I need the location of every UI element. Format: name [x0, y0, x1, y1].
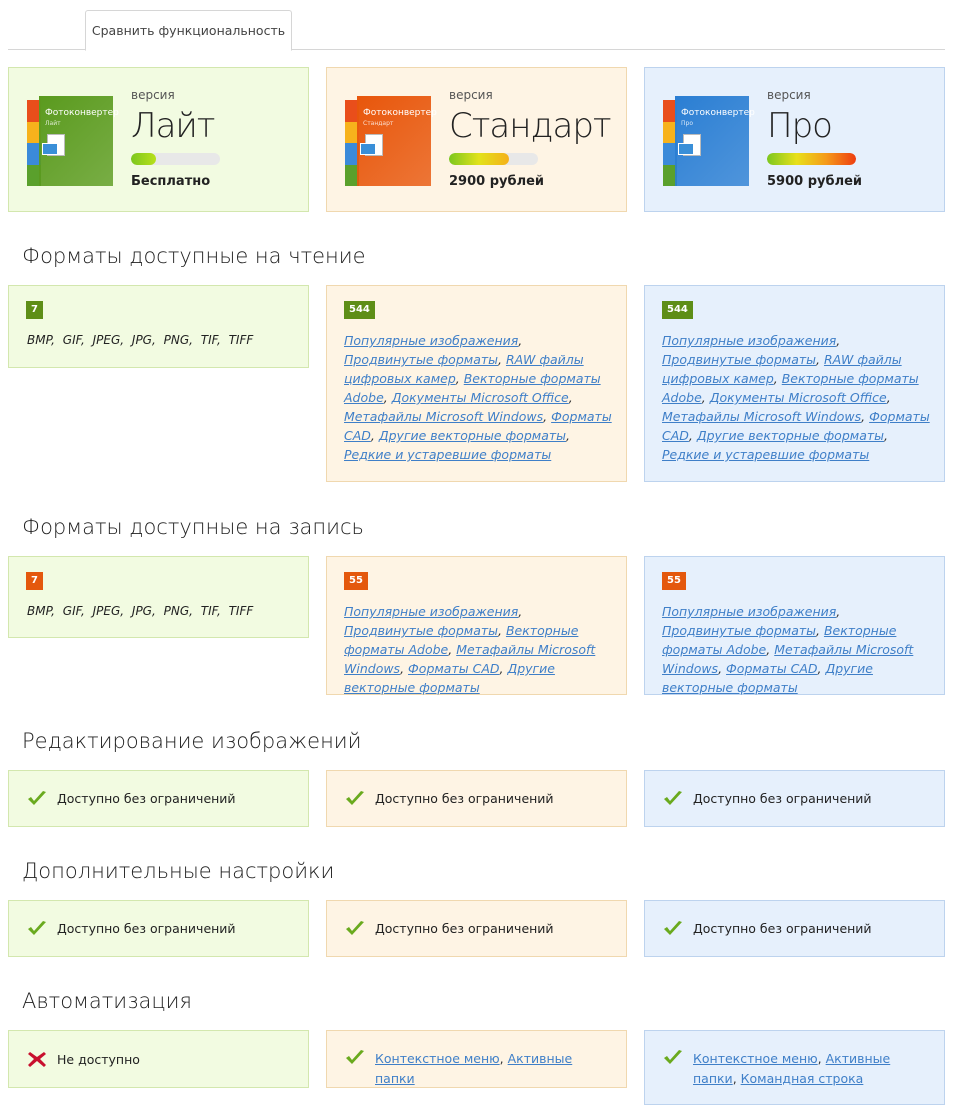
- section-title-write-formats: Форматы доступные на запись: [22, 515, 364, 539]
- automation-links: Контекстное меню, Активные папки: [375, 1051, 573, 1086]
- feature-status: Не доступно: [57, 1051, 140, 1067]
- checkmark-icon: [344, 920, 366, 938]
- feature-status: Доступно без ограничений: [57, 791, 236, 806]
- version-label: версия: [449, 88, 493, 102]
- tab-compare-features[interactable]: Сравнить функциональность: [85, 10, 292, 51]
- edition-name: Стандарт: [449, 106, 611, 146]
- version-label: версия: [131, 88, 175, 102]
- format-link[interactable]: Векторные форматы Adobe: [344, 623, 579, 657]
- automation-lite: [8, 1030, 309, 1088]
- format-links: Популярные изображения, Продвинутые форматы, Векторные форматы Adobe, Метафайлы Microsoft Windows, Форматы CAD, Другие векторные форматы: [344, 604, 596, 695]
- format-link[interactable]: Редкие и устаревшие форматы: [662, 447, 870, 462]
- additional-settings-standard: [326, 900, 627, 957]
- format-link[interactable]: Популярные изображения: [662, 333, 837, 348]
- format-link[interactable]: Форматы CAD: [408, 661, 500, 676]
- checkmark-icon: [26, 790, 48, 808]
- version-label: версия: [767, 88, 811, 102]
- format-links: Популярные изображения, Продвинутые форматы, RAW файлы цифровых камер, Векторные форматы Adobe, Документы Microsoft Office, Метафайлы Microsoft Windows, Форматы CAD, Другие векторные форматы, Редкие и устаревшие форматы: [344, 333, 612, 462]
- checkmark-icon: [26, 920, 48, 938]
- feature-status: Доступно без ограничений: [693, 921, 872, 936]
- checkmark-icon: [344, 1049, 366, 1067]
- checkmark-icon: [344, 790, 366, 808]
- checkmark-icon: [662, 920, 684, 938]
- format-link[interactable]: Документы Microsoft Office: [391, 390, 569, 405]
- checkmark-icon: [662, 1049, 684, 1067]
- format-link[interactable]: Метафайлы Microsoft Windows: [662, 409, 862, 424]
- edition-price: 5900 рублей: [767, 174, 863, 189]
- edition-level-meter: [767, 153, 856, 165]
- format-link[interactable]: Другие векторные форматы: [696, 428, 884, 443]
- edition-name: Про: [767, 106, 832, 146]
- format-link[interactable]: Другие векторные форматы: [378, 428, 566, 443]
- read-formats-pro: [644, 285, 945, 482]
- format-link[interactable]: RAW файлы цифровых камер: [662, 352, 902, 386]
- format-link[interactable]: Популярные изображения: [344, 604, 519, 619]
- additional-settings-lite: [8, 900, 309, 957]
- format-link[interactable]: Векторные форматы Adobe: [344, 371, 601, 405]
- box-title: Фотоконвертер: [363, 108, 437, 118]
- format-link[interactable]: Популярные изображения: [344, 333, 519, 348]
- tab-bar: [8, 0, 945, 50]
- read-formats-standard: [326, 285, 627, 482]
- edition-price: 2900 рублей: [449, 174, 545, 189]
- section-title-read-formats: Форматы доступные на чтение: [22, 244, 366, 268]
- format-link[interactable]: Продвинутые форматы: [662, 352, 817, 367]
- feature-status: Доступно без ограничений: [57, 921, 236, 936]
- format-link[interactable]: Векторные форматы Adobe: [662, 371, 919, 405]
- format-count-badge: 544: [662, 301, 693, 319]
- image-editing-lite: [8, 770, 309, 827]
- feature-status: Доступно без ограничений: [693, 791, 872, 806]
- format-link[interactable]: RAW файлы цифровых камер: [344, 352, 584, 386]
- box-subtitle: Лайт: [45, 120, 61, 127]
- edition-card-standard[interactable]: [326, 67, 627, 212]
- format-link[interactable]: Популярные изображения: [662, 604, 837, 619]
- automation-pro: [644, 1030, 945, 1105]
- edition-name: Лайт: [131, 106, 215, 146]
- edition-card-lite[interactable]: [8, 67, 309, 212]
- format-link[interactable]: Векторные форматы Adobe: [662, 623, 897, 657]
- format-link[interactable]: Активные папки: [375, 1051, 573, 1086]
- format-link[interactable]: Другие векторные форматы: [344, 661, 555, 695]
- box-subtitle: Про: [681, 120, 693, 127]
- box-title: Фотоконвертер: [681, 108, 755, 118]
- format-link[interactable]: Форматы CAD: [662, 409, 930, 443]
- feature-status: Доступно без ограничений: [375, 921, 554, 936]
- format-count-badge: 55: [662, 572, 686, 590]
- format-list: BMP, GIF, JPEG, JPG, PNG, TIF, TIFF: [27, 604, 254, 618]
- format-link[interactable]: Контекстное меню: [375, 1051, 500, 1066]
- write-formats-lite: [8, 556, 309, 638]
- product-box-image-pro: [663, 90, 755, 186]
- format-link[interactable]: Продвинутые форматы: [662, 623, 817, 638]
- edition-price: Бесплатно: [131, 174, 211, 189]
- format-link[interactable]: Продвинутые форматы: [344, 623, 499, 638]
- format-link[interactable]: Форматы CAD: [726, 661, 818, 676]
- checkmark-icon: [662, 790, 684, 808]
- format-link[interactable]: Командная строка: [740, 1071, 864, 1086]
- read-formats-lite: [8, 285, 309, 368]
- format-link[interactable]: Метафайлы Microsoft Windows: [344, 409, 544, 424]
- product-box-image-standard: [345, 90, 437, 186]
- format-link[interactable]: Контекстное меню: [693, 1051, 818, 1066]
- box-subtitle: Стандарт: [363, 120, 394, 127]
- format-count-badge: 7: [26, 301, 43, 319]
- format-links: Популярные изображения, Продвинутые форматы, RAW файлы цифровых камер, Векторные форматы Adobe, Документы Microsoft Office, Метафайлы Microsoft Windows, Форматы CAD, Другие векторные форматы, Редкие и устаревшие форматы: [662, 333, 930, 462]
- box-title: Фотоконвертер: [45, 108, 119, 118]
- format-link[interactable]: Метафайлы Microsoft Windows: [662, 642, 914, 676]
- format-count-badge: 7: [26, 572, 43, 590]
- format-link[interactable]: Активные папки: [693, 1051, 891, 1086]
- edition-card-pro[interactable]: [644, 67, 945, 212]
- image-editing-pro: [644, 770, 945, 827]
- automation-links: Контекстное меню, Активные папки, Командная строка: [693, 1051, 891, 1086]
- cross-icon: [26, 1050, 48, 1068]
- write-formats-standard: [326, 556, 627, 695]
- document-icon: [47, 134, 65, 156]
- format-link[interactable]: Форматы CAD: [344, 409, 612, 443]
- additional-settings-pro: [644, 900, 945, 957]
- format-link[interactable]: Продвинутые форматы: [344, 352, 499, 367]
- format-link[interactable]: Метафайлы Microsoft Windows: [344, 642, 596, 676]
- format-count-badge: 544: [344, 301, 375, 319]
- section-title-additional-settings: Дополнительные настройки: [22, 859, 335, 883]
- format-links: Популярные изображения, Продвинутые форматы, Векторные форматы Adobe, Метафайлы Microsoft Windows, Форматы CAD, Другие векторные форматы: [662, 604, 914, 695]
- feature-status: Доступно без ограничений: [375, 791, 554, 806]
- format-link[interactable]: Редкие и устаревшие форматы: [344, 447, 552, 462]
- format-list: BMP, GIF, JPEG, JPG, PNG, TIF, TIFF: [27, 333, 254, 347]
- product-box-image-lite: [27, 90, 119, 186]
- automation-standard: [326, 1030, 627, 1088]
- format-link[interactable]: Другие векторные форматы: [662, 661, 873, 695]
- section-title-image-editing: Редактирование изображений: [22, 729, 362, 753]
- edition-level-meter: [131, 153, 220, 165]
- document-icon: [683, 134, 701, 156]
- edition-level-meter: [449, 153, 538, 165]
- format-count-badge: 55: [344, 572, 368, 590]
- write-formats-pro: [644, 556, 945, 695]
- document-icon: [365, 134, 383, 156]
- section-title-automation: Автоматизация: [22, 989, 192, 1013]
- image-editing-standard: [326, 770, 627, 827]
- format-link[interactable]: Документы Microsoft Office: [709, 390, 887, 405]
